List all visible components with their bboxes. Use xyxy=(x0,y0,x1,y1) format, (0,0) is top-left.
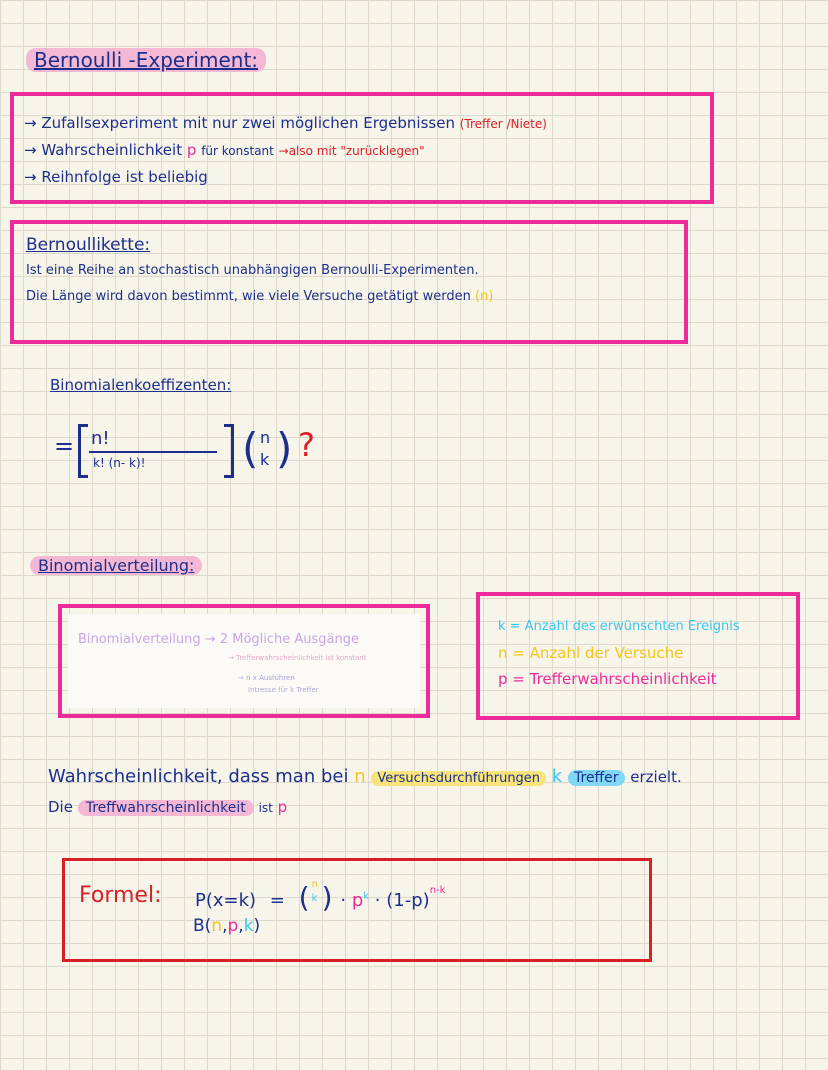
koeff-question: ? xyxy=(298,426,315,464)
koeff-fraction xyxy=(78,424,234,478)
koeff-formula xyxy=(54,420,354,500)
satz-line-2: Die Treffwahrscheinlichkeit ist p xyxy=(48,798,288,816)
satz-line-1: Wahrscheinlichkeit, dass man bei n Versuchsdurchführungen k Treffer erzielt. xyxy=(48,766,682,787)
formel-binom: ( n k ) xyxy=(298,879,333,914)
verteilung-image xyxy=(68,614,420,708)
image-line-1: → Trefferwahrscheinlichkeit ist konstant xyxy=(228,654,367,662)
koeff-numerator: n! xyxy=(91,428,110,449)
koeff-binom-top: n xyxy=(260,428,271,447)
koeff-binom-bottom: k xyxy=(260,450,270,469)
image-title: Binomialverteilung → 2 Mögliche Ausgänge xyxy=(78,632,359,647)
bernoulli-line-3: → Reihnfolge ist beliebig xyxy=(24,168,208,186)
legend-n: n = Anzahl der Versuche xyxy=(498,644,684,662)
koeff-title: Binomialenkoeffizenten: xyxy=(50,376,232,394)
formel-label: Formel: xyxy=(79,883,162,908)
bernoulli-title: Bernoulli -Experiment: xyxy=(26,48,266,72)
koeff-eq: = xyxy=(54,432,75,460)
koeff-denominator: k! (n- k)! xyxy=(93,456,146,470)
formel-b: B(n,p,k) xyxy=(193,916,261,936)
verteilung-title: Binomialverteilung: xyxy=(30,556,202,575)
legend-p: p = Trefferwahrscheinlichkeit xyxy=(498,670,717,688)
formel-box xyxy=(62,858,652,962)
kette-line-1: Ist eine Reihe an stochastisch unabhängigen Bernoulli-Experimenten. xyxy=(26,263,479,278)
legend-box xyxy=(476,592,800,720)
image-line-3: Intresse für k Treffer xyxy=(248,686,319,694)
kette-line-2: Die Länge wird davon bestimmt, wie viele Versuche getätigt werden (n) xyxy=(26,289,494,304)
bernoulli-line-2: → Wahrscheinlichkeit p für konstant →also mit "zurücklegen" xyxy=(24,141,425,159)
kette-title: Bernoullikette: xyxy=(26,235,151,255)
bernoulli-line-1: → Zufallsexperiment mit nur zwei möglichen Ergebnissen (Treffer /Niete) xyxy=(24,114,547,132)
bernoulli-box xyxy=(10,92,714,204)
verteilung-image-box xyxy=(58,604,430,718)
legend-k: k = Anzahl des erwünschten Ereignis xyxy=(498,619,740,634)
image-line-2: → n x Ausführen xyxy=(238,674,295,682)
koeff-binom: ( n k ) xyxy=(242,424,293,473)
formel-main: P(x=k) = ( n k ) · $p^k \cdot (1-p)^{n-k}$ xyxy=(195,879,446,914)
kette-box xyxy=(10,220,688,344)
